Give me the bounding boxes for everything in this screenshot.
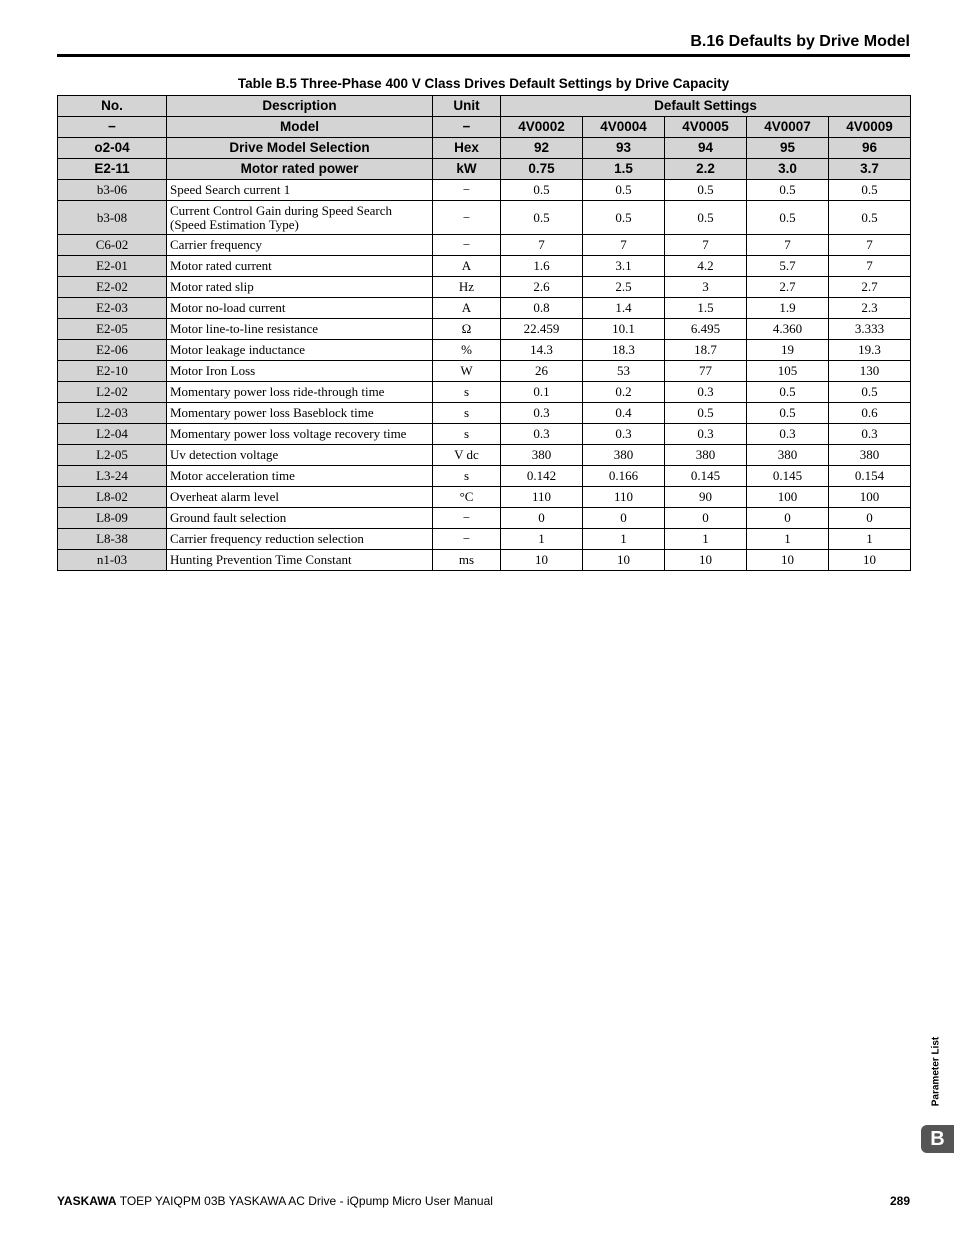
cell-value: 6.495 [665,319,747,340]
cell-value: 3 [665,277,747,298]
cell-value: 26 [501,361,583,382]
cell-description: Motor line-to-line resistance [167,319,433,340]
cell-unit: s [433,424,501,445]
cell-description: Motor Iron Loss [167,361,433,382]
cell-value: 2.5 [583,277,665,298]
table-row [58,445,911,466]
cell-value: 130 [829,361,911,382]
cell-no: E2-01 [58,256,167,277]
cell-value: 7 [747,235,829,256]
cell-value: 7 [829,235,911,256]
cell-unit: − [433,117,501,138]
cell-value: 0.5 [747,201,829,235]
cell-value: 380 [501,445,583,466]
cell-value: 22.459 [501,319,583,340]
cell-value: 4V0009 [829,117,911,138]
cell-value: 105 [747,361,829,382]
table-header-row [58,96,911,117]
cell-value: 0.3 [583,424,665,445]
cell-value: 94 [665,138,747,159]
cell-unit: ms [433,550,501,571]
cell-value: 0.166 [583,466,665,487]
cell-unit: V dc [433,445,501,466]
cell-value: 380 [583,445,665,466]
cell-value: 14.3 [501,340,583,361]
table-row [58,235,911,256]
table-row [58,298,911,319]
cell-no: o2-04 [58,138,167,159]
cell-value: 380 [665,445,747,466]
cell-value: 0 [501,508,583,529]
cell-description: Motor rated slip [167,277,433,298]
cell-description: Motor no-load current [167,298,433,319]
footer-manual [57,1194,493,1208]
cell-value: 0.5 [583,201,665,235]
cell-value: 19.3 [829,340,911,361]
cell-value: 0.5 [665,180,747,201]
page-number: 289 [889,1194,910,1208]
cell-value: 95 [747,138,829,159]
cell-value: 1 [665,529,747,550]
cell-value: 0.4 [583,403,665,424]
cell-value: 18.7 [665,340,747,361]
table-row [58,529,911,550]
cell-unit: °C [433,487,501,508]
col-header-description: Description [167,96,433,117]
cell-description: Momentary power loss voltage recovery time [167,424,433,445]
cell-value: 77 [665,361,747,382]
cell-description: Hunting Prevention Time Constant [167,550,433,571]
cell-value: 0.3 [501,424,583,445]
table-row [58,466,911,487]
cell-value: 10 [583,550,665,571]
cell-unit: A [433,298,501,319]
header-rule [57,54,910,57]
footer-brand: YASKAWA [57,1194,117,1208]
cell-value: 2.3 [829,298,911,319]
cell-value: 0.154 [829,466,911,487]
cell-value: 380 [829,445,911,466]
cell-unit: % [433,340,501,361]
side-tab-letter: B [921,1125,954,1153]
cell-description: Carrier frequency reduction selection [167,529,433,550]
cell-value: 0 [829,508,911,529]
cell-value: 100 [747,487,829,508]
table-row [58,403,911,424]
table-row [58,319,911,340]
cell-value: 0.3 [747,424,829,445]
default-settings-table [57,95,911,571]
cell-value: 0.5 [583,180,665,201]
cell-no: E2-05 [58,319,167,340]
cell-value: 0.3 [665,382,747,403]
cell-value: 0.1 [501,382,583,403]
cell-value: 10 [829,550,911,571]
cell-value: 1 [829,529,911,550]
table-row [58,180,911,201]
cell-no: b3-08 [58,201,167,235]
cell-value: 1.9 [747,298,829,319]
cell-no: L3-24 [58,466,167,487]
cell-value: 4.2 [665,256,747,277]
cell-value: 4.360 [747,319,829,340]
cell-value: 10 [747,550,829,571]
cell-no: E2-11 [58,159,167,180]
cell-description: Model [167,117,433,138]
cell-description: Motor rated current [167,256,433,277]
cell-value: 1 [747,529,829,550]
cell-unit: − [433,180,501,201]
cell-value: 53 [583,361,665,382]
cell-unit: − [433,529,501,550]
cell-unit: s [433,466,501,487]
table-row [58,550,911,571]
table-key-row [58,138,911,159]
cell-value: 2.6 [501,277,583,298]
table-caption: Table B.5 Three-Phase 400 V Class Drives Default Settings by Drive Capacity [237,76,730,91]
cell-value: 0.145 [665,466,747,487]
cell-description: Overheat alarm level [167,487,433,508]
cell-no: E2-03 [58,298,167,319]
cell-description: Current Control Gain during Speed Search (Speed Estimation Type) [167,201,433,235]
table-row [58,277,911,298]
cell-value: 7 [665,235,747,256]
cell-unit: − [433,508,501,529]
cell-value: 0.6 [829,403,911,424]
table-key-row [58,117,911,138]
cell-description: Carrier frequency [167,235,433,256]
table-row [58,201,911,235]
cell-value: 0.5 [747,403,829,424]
cell-unit: Hz [433,277,501,298]
cell-description: Motor leakage inductance [167,340,433,361]
cell-value: 0.145 [747,466,829,487]
cell-value: 0.5 [829,382,911,403]
cell-value: 0.5 [829,180,911,201]
footer-manual-title: TOEP YAIQPM 03B YASKAWA AC Drive - iQpump Micro User Manual [119,1194,493,1208]
col-header-no: No. [58,96,167,117]
cell-unit: kW [433,159,501,180]
cell-value: 93 [583,138,665,159]
cell-value: 5.7 [747,256,829,277]
cell-value: 92 [501,138,583,159]
cell-description: Drive Model Selection [167,138,433,159]
cell-value: 7 [829,256,911,277]
cell-value: 0.8 [501,298,583,319]
cell-no: C6-02 [58,235,167,256]
cell-value: 0 [583,508,665,529]
table-row [58,508,911,529]
cell-value: 0.5 [747,382,829,403]
cell-description: Uv detection voltage [167,445,433,466]
cell-value: 4V0005 [665,117,747,138]
cell-value: 0.142 [501,466,583,487]
cell-value: 0.5 [501,180,583,201]
cell-value: 0.3 [829,424,911,445]
cell-no: E2-10 [58,361,167,382]
cell-value: 0.75 [501,159,583,180]
cell-value: 2.2 [665,159,747,180]
cell-value: 2.7 [747,277,829,298]
cell-unit: − [433,201,501,235]
cell-value: 1 [583,529,665,550]
cell-value: 10.1 [583,319,665,340]
cell-no: L8-09 [58,508,167,529]
cell-value: 4V0002 [501,117,583,138]
cell-unit: W [433,361,501,382]
cell-value: 3.333 [829,319,911,340]
cell-unit: A [433,256,501,277]
table-row [58,361,911,382]
cell-value: 110 [583,487,665,508]
cell-value: 1.5 [583,159,665,180]
cell-value: 1 [501,529,583,550]
col-header-unit: Unit [433,96,501,117]
cell-value: 0.5 [501,201,583,235]
cell-description: Speed Search current 1 [167,180,433,201]
cell-value: 18.3 [583,340,665,361]
table-key-row [58,159,911,180]
table-row [58,487,911,508]
cell-value: 0.3 [501,403,583,424]
cell-value: 1.6 [501,256,583,277]
cell-value: 3.7 [829,159,911,180]
cell-description: Momentary power loss ride-through time [167,382,433,403]
cell-no: L2-04 [58,424,167,445]
cell-value: 100 [829,487,911,508]
cell-description: Motor rated power [167,159,433,180]
cell-value: 2.7 [829,277,911,298]
table-row [58,382,911,403]
table-row [58,340,911,361]
cell-value: 7 [501,235,583,256]
cell-value: 0.5 [829,201,911,235]
cell-value: 0 [747,508,829,529]
cell-value: 7 [583,235,665,256]
cell-value: 10 [665,550,747,571]
cell-no: b3-06 [58,180,167,201]
cell-no: L2-05 [58,445,167,466]
cell-value: 110 [501,487,583,508]
table-row [58,424,911,445]
cell-value: 0.2 [583,382,665,403]
cell-value: 0.5 [665,201,747,235]
col-header-default-settings: Default Settings [501,96,911,117]
cell-value: 0.3 [665,424,747,445]
cell-unit: Ω [433,319,501,340]
cell-unit: − [433,235,501,256]
cell-value: 4V0004 [583,117,665,138]
cell-value: 0.5 [665,403,747,424]
cell-value: 4V0007 [747,117,829,138]
cell-no: L2-03 [58,403,167,424]
cell-value: 3.0 [747,159,829,180]
cell-value: 90 [665,487,747,508]
cell-no: E2-02 [58,277,167,298]
cell-value: 0 [665,508,747,529]
cell-value: 3.1 [583,256,665,277]
cell-no: L8-02 [58,487,167,508]
cell-description: Momentary power loss Baseblock time [167,403,433,424]
cell-unit: Hex [433,138,501,159]
cell-value: 0.5 [747,180,829,201]
cell-value: 380 [747,445,829,466]
cell-value: 96 [829,138,911,159]
cell-no: L2-02 [58,382,167,403]
cell-value: 19 [747,340,829,361]
cell-unit: s [433,382,501,403]
cell-description: Ground fault selection [167,508,433,529]
cell-value: 1.4 [583,298,665,319]
side-tab-label: Parameter List [930,1036,942,1107]
cell-no: L8-38 [58,529,167,550]
cell-no: − [58,117,167,138]
cell-description: Motor acceleration time [167,466,433,487]
cell-no: E2-06 [58,340,167,361]
cell-value: 1.5 [665,298,747,319]
cell-unit: s [433,403,501,424]
cell-no: n1-03 [58,550,167,571]
section-title: B.16 Defaults by Drive Model [690,33,910,50]
table-row [58,256,911,277]
cell-value: 10 [501,550,583,571]
